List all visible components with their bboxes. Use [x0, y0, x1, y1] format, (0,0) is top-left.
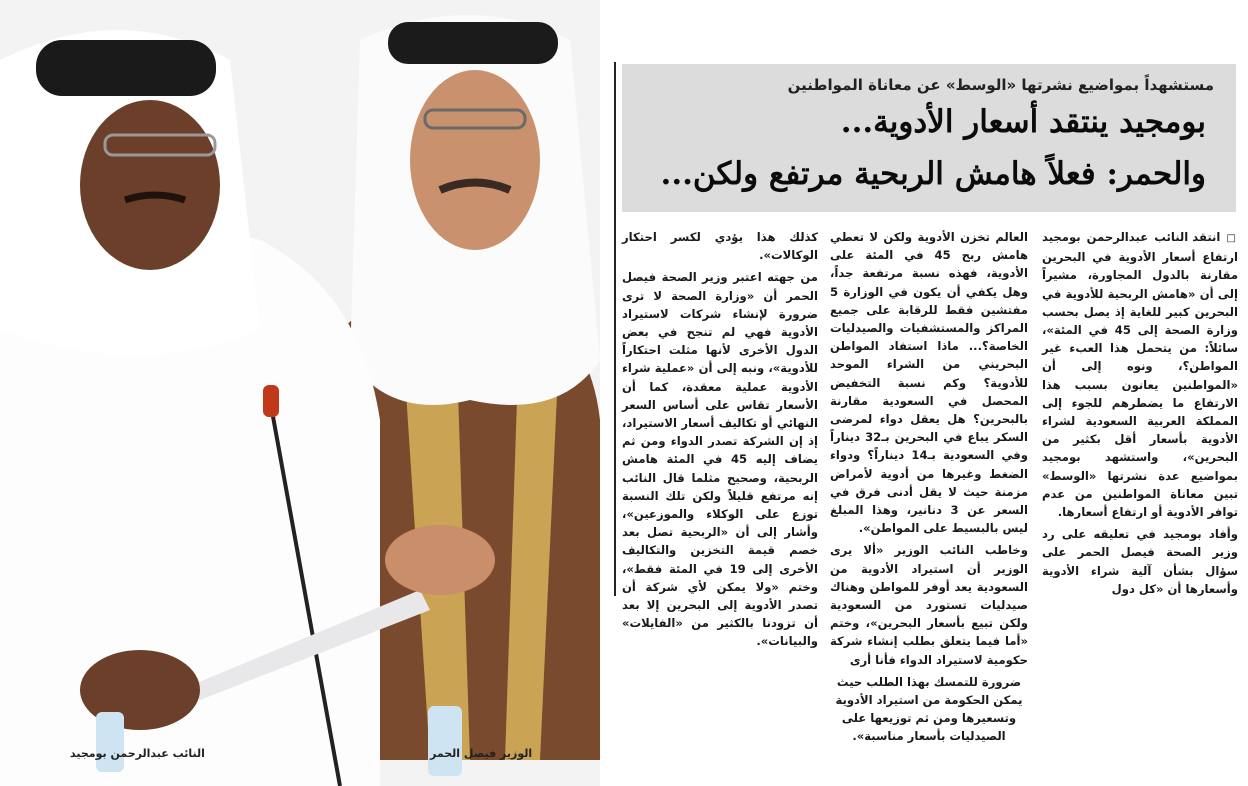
paragraph [1042, 228, 1238, 521]
article-column-2 [830, 228, 1028, 750]
article-column-3 [622, 228, 818, 655]
paragraph: ضرورة للتمسك بهذا الطلب حيث يمكن الحكومة من استيراد الأدوية وتسعيرها ومن ثم توزيعها على الصيدليات بأسعار مناسبة». [835, 674, 1023, 744]
article-column-1 [1042, 228, 1238, 602]
headline-line-1: بومجيد ينتقد أسعار الأدوية... [840, 104, 1206, 140]
paragraph: وأفاد بومجيد في تعليقه على رد وزير الصحة فيصل الحمر على سؤال بشأن آلية شراء الأدوية وأسعارها أن «كل دول [1042, 527, 1238, 596]
headline-line-2: والحمر: فعلاً هامش الربحية مرتفع ولكن... [660, 156, 1206, 192]
paragraph: وخاطب النائب الوزير «ألا يرى الوزير أن استيراد الأدوية من السعودية يعد أوفر للمواطن وهناك صيدليات تستورد من السعودية ولكن تبيع بأسعار البحرين»، وختم «أما فيما يتعلق بطلب إنشاء شركة حكومية لاستيراد الدواء فأنا أرى [830, 543, 1028, 667]
caption-left: النائب عبدالرحمن بومجيد [70, 747, 205, 760]
photo-illustration [0, 0, 600, 786]
article-photo [0, 0, 600, 786]
paragraph: كذلك هذا يؤدي لكسر احتكار الوكالات». [622, 230, 818, 263]
article-header [622, 64, 1236, 212]
paragraph: العالم تخزن الأدوية ولكن لا تعطي هامش ربح 45 في المئة على الأدوية، فهذه نسبة مرتفعة جداً، وهل يكفي أن يكون في الوزارة 5 مفتشين فقط للرقابة على جميع المراكز والمستشفيات والصيدليات الخاصة؟... ماذا استفاد المواطن البحريني من الشراء الموحد للأدوية؟ وكم نسبة التخفيض المحصل في السعودية مقارنة بالبحرين؟ هل يعقل دواء لمرضى السكر يباع في البحرين بـ32 ديناراً وفي السعودية بـ14 ديناراً؟ ودواء الضغط وغيرها من أدوية لأمراض مزمنة حيث لا يقل أدنى فرق في السعر عن 3 دنانير، وهذا المبلغ ليس بالبسيط على المواطن». [830, 230, 1028, 536]
column-divider [614, 62, 616, 596]
paragraph: من جهته اعتبر وزير الصحة فيصل الحمر أن «وزارة الصحة لا ترى ضرورة لإنشاء شركات لاستيراد الأدوية فهي لم تنجح في بعض الدول الأخرى لأنها مثلت احتكاراً للأدوية»، ونبه إلى أن «عملية شراء الأدوية عملية معقدة، كما أن الأسعار تقاس على أساس السعر النهائي أو تكاليف أسعار الاستيراد، إذ إن الشركة تصدر الدواء ومن ثم يضاف إليه 45 في المئة هامش الربحية، وصحيح مثلما قال النائب إنه مرتفع قليلاً ولكن تلك النسبة توزع على الوكلاء والموزعين»، وأشار إلى أن «الربحية تصل بعد خصم قيمة التخزين والتكاليف الأخرى إلى 19 في المئة فقط»، وختم «ولا يمكن لأي شركة أن تصدر الأدوية إلى البحرين إلا بعد أن تزودنا بالكثير من «الفايلات» والبيانات». [622, 270, 818, 649]
article-kicker: مستشهداً بمواضيع نشرتها «الوسط» عن معاناة المواطنين [787, 76, 1214, 94]
paragraph-text: انتقد النائب عبدالرحمن بومجيد ارتفاع أسعار الأدوية في البحرين مقارنة بالدول المجاورة، مشيراً إلى أن «هامش الربحية للأدوية في البحرين كبير للغاية إذ يصل بحسب وزارة الصحة إلى 45 في المئة»، سائلاً: من يتحمل هذا العبء غير المواطن؟، ونوه إلى أن «المواطنين يعانون بسبب هذا الارتفاع ما يضطرهم للجوء إلى المملكة العربية السعودية لشراء الأدوية بأسعار أقل بكثير من البحرين»، واستشهد بومجيد بمواضيع عدة نشرتها «الوسط» تبين معاناة المواطنين من عدم توافر الأدوية أو ارتفاع أسعارها. [1042, 230, 1238, 520]
caption-right: الوزير فيصل الحمر [430, 747, 533, 760]
bullet-icon: □ [1226, 233, 1238, 244]
